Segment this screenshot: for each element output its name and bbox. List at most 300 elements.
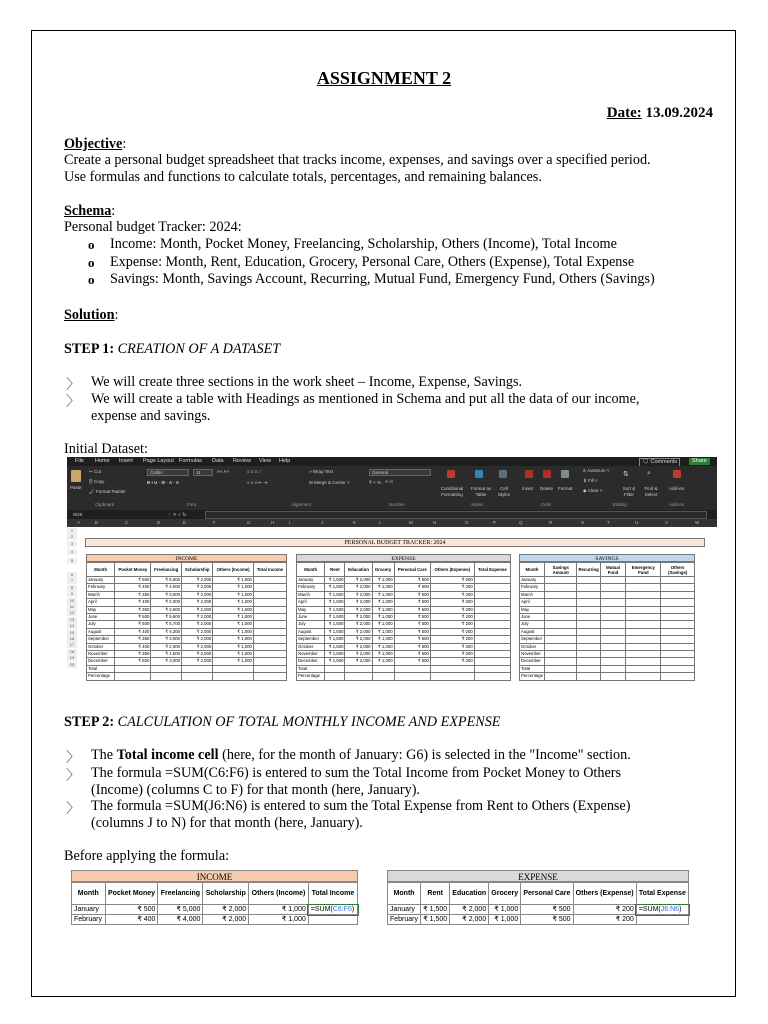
income-cell[interactable]: September (87, 636, 115, 643)
before-expense-cell[interactable]: ₹ 1,500 (421, 905, 450, 915)
income-cell[interactable] (253, 614, 286, 621)
income-cell[interactable] (115, 665, 151, 672)
expense-cell[interactable]: ₹ 200 (430, 643, 474, 650)
savings-cell[interactable] (600, 584, 626, 591)
expense-cell[interactable]: ₹ 1,500 (325, 584, 345, 591)
before-income-cell[interactable]: ₹ 1,000 (249, 915, 309, 925)
expense-cell[interactable]: ₹ 200 (430, 599, 474, 606)
worksheet-grid[interactable] (67, 527, 717, 681)
expense-cell[interactable] (474, 599, 510, 606)
savings-cell[interactable] (577, 599, 600, 606)
savings-cell[interactable] (661, 643, 695, 650)
expense-cell[interactable]: ₹ 1,000 (372, 606, 394, 613)
expense-cell[interactable] (474, 673, 510, 680)
row-number[interactable]: 14 (67, 623, 77, 629)
savings-cell[interactable]: July (520, 621, 545, 628)
income-cell[interactable] (213, 665, 254, 672)
savings-cell[interactable]: August (520, 628, 545, 635)
expense-cell[interactable] (474, 636, 510, 643)
column-header-c[interactable]: C (125, 520, 129, 525)
expense-cell[interactable] (474, 658, 510, 665)
income-cell[interactable] (253, 673, 286, 680)
savings-cell[interactable] (600, 614, 626, 621)
savings-cell[interactable]: March (520, 591, 545, 598)
savings-cell[interactable]: September (520, 636, 545, 643)
row-number[interactable]: 13 (67, 617, 77, 623)
income-cell[interactable]: ₹ 1,000 (213, 643, 254, 650)
before-expense-total-cell[interactable] (636, 905, 688, 915)
expense-cell[interactable]: ₹ 200 (430, 621, 474, 628)
expense-cell[interactable]: Total (297, 665, 325, 672)
row-number[interactable]: 3 (67, 541, 77, 547)
savings-cell[interactable] (600, 665, 626, 672)
before-expense-cell[interactable]: ₹ 200 (573, 915, 636, 925)
cell-styles-icon[interactable] (499, 470, 507, 478)
savings-cell[interactable] (600, 577, 626, 584)
savings-cell[interactable] (577, 665, 600, 672)
savings-cell[interactable] (544, 658, 576, 665)
expense-cell[interactable] (474, 628, 510, 635)
column-header-p[interactable]: P (493, 520, 497, 525)
income-cell[interactable]: ₹ 5,700 (151, 621, 182, 628)
savings-cell[interactable] (626, 577, 661, 584)
expense-cell[interactable]: ₹ 1,000 (372, 643, 394, 650)
expense-cell[interactable]: ₹ 2,000 (345, 577, 372, 584)
column-header-h[interactable]: H (271, 520, 275, 525)
expense-cell[interactable]: ₹ 2,000 (345, 643, 372, 650)
expense-cell[interactable]: ₹ 200 (430, 606, 474, 613)
expense-cell[interactable]: February (297, 584, 325, 591)
before-expense-cell[interactable]: January (388, 905, 421, 915)
cut-button[interactable]: ✂ Cut (89, 469, 102, 474)
income-cell[interactable] (253, 651, 286, 658)
savings-cell[interactable] (544, 577, 576, 584)
formula-input[interactable] (205, 511, 707, 519)
column-header-m[interactable]: M (409, 520, 413, 525)
income-cell[interactable]: ₹ 2,000 (182, 614, 213, 621)
before-income-cell[interactable]: January (72, 905, 106, 915)
income-cell[interactable]: ₹ 2,000 (182, 636, 213, 643)
income-cell[interactable]: ₹ 2,000 (182, 577, 213, 584)
sort-filter-icon[interactable]: ⇅ (623, 471, 629, 478)
expense-cell[interactable] (372, 665, 394, 672)
number-format-select[interactable]: General (369, 469, 431, 476)
income-cell[interactable]: ₹ 3,000 (151, 591, 182, 598)
savings-cell[interactable] (577, 614, 600, 621)
expense-cell[interactable]: ₹ 1,000 (372, 636, 394, 643)
savings-cell[interactable] (544, 621, 576, 628)
row-number[interactable]: 7 (67, 578, 77, 584)
income-cell[interactable] (253, 658, 286, 665)
income-cell[interactable]: ₹ 1,000 (213, 599, 254, 606)
income-cell[interactable]: ₹ 400 (115, 628, 151, 635)
comments-button[interactable]: 🗨 Comments (639, 458, 680, 467)
row-number[interactable]: 10 (67, 598, 77, 604)
income-cell[interactable]: ₹ 1,000 (213, 658, 254, 665)
expense-cell[interactable]: December (297, 658, 325, 665)
column-header-o[interactable]: O (465, 520, 469, 525)
column-header-b[interactable]: B (95, 520, 99, 525)
savings-cell[interactable] (626, 584, 661, 591)
column-header-j[interactable]: J (321, 520, 324, 525)
expense-cell[interactable]: ₹ 2,000 (345, 599, 372, 606)
expense-cell[interactable] (474, 577, 510, 584)
expense-cell[interactable] (474, 591, 510, 598)
before-income-cell[interactable]: ₹ 400 (105, 915, 158, 925)
row-number[interactable]: 4 (67, 549, 77, 555)
expense-cell[interactable]: ₹ 200 (430, 628, 474, 635)
income-cell[interactable]: ₹ 1,500 (151, 651, 182, 658)
expense-cell[interactable]: ₹ 2,000 (345, 636, 372, 643)
before-income-cell[interactable]: ₹ 500 (105, 905, 158, 915)
income-cell[interactable]: ₹ 2,000 (182, 599, 213, 606)
row-number[interactable]: 12 (67, 610, 77, 616)
expense-cell[interactable]: October (297, 643, 325, 650)
expense-cell[interactable]: ₹ 200 (430, 591, 474, 598)
savings-cell[interactable] (577, 643, 600, 650)
expense-cell[interactable]: ₹ 2,000 (345, 591, 372, 598)
income-cell[interactable]: ₹ 5,000 (151, 577, 182, 584)
income-cell[interactable]: ₹ 1,000 (213, 651, 254, 658)
income-cell[interactable]: ₹ 500 (115, 621, 151, 628)
income-cell[interactable] (213, 673, 254, 680)
menu-page-layout[interactable]: Page Layout (143, 458, 174, 464)
font-select[interactable]: Calibri (147, 469, 189, 476)
savings-cell[interactable] (661, 584, 695, 591)
align-horizontal-icons[interactable]: ≡ ≡ ≡ ⇤ ⇥ (247, 480, 268, 485)
income-cell[interactable] (115, 673, 151, 680)
income-cell[interactable] (253, 584, 286, 591)
savings-cell[interactable] (544, 591, 576, 598)
row-number[interactable]: 5 (67, 558, 77, 564)
menu-insert[interactable]: Insert (119, 458, 133, 464)
income-cell[interactable]: ₹ 500 (115, 577, 151, 584)
income-cell[interactable] (253, 577, 286, 584)
income-cell[interactable]: Percentage (87, 673, 115, 680)
row-number[interactable]: 11 (67, 604, 77, 610)
savings-cell[interactable] (626, 673, 661, 680)
savings-cell[interactable] (661, 599, 695, 606)
savings-cell[interactable]: May (520, 606, 545, 613)
savings-cell[interactable]: June (520, 614, 545, 621)
savings-cell[interactable] (600, 658, 626, 665)
menu-formulas[interactable]: Formulas (179, 458, 202, 464)
before-expense-cell[interactable]: ₹ 500 (521, 905, 573, 915)
number-format-icons[interactable]: ₹ ˅ % , ⁰⁰ ⁰⁰ (369, 480, 394, 485)
income-cell[interactable]: October (87, 643, 115, 650)
row-number[interactable]: 15 (67, 630, 77, 636)
savings-cell[interactable]: February (520, 584, 545, 591)
income-cell[interactable]: ₹ 2,000 (151, 643, 182, 650)
savings-cell[interactable] (544, 643, 576, 650)
before-expense-cell[interactable]: ₹ 2,000 (450, 905, 489, 915)
expense-cell[interactable] (325, 673, 345, 680)
expense-cell[interactable]: ₹ 1,000 (372, 599, 394, 606)
savings-cell[interactable] (577, 584, 600, 591)
expense-cell[interactable]: ₹ 200 (430, 651, 474, 658)
column-header-l[interactable]: L (379, 520, 382, 525)
expense-cell[interactable]: ₹ 200 (430, 584, 474, 591)
expense-cell[interactable]: ₹ 500 (394, 584, 430, 591)
font-grow-icon[interactable]: A˄ A˅ (217, 469, 230, 474)
savings-cell[interactable]: November (520, 651, 545, 658)
before-expense-cell[interactable]: ₹ 200 (573, 905, 636, 915)
income-cell[interactable]: ₹ 2,000 (182, 584, 213, 591)
expense-cell[interactable]: ₹ 1,500 (325, 614, 345, 621)
income-cell[interactable]: April (87, 599, 115, 606)
row-number[interactable]: 19 (67, 655, 77, 661)
expense-cell[interactable]: August (297, 628, 325, 635)
income-cell[interactable]: December (87, 658, 115, 665)
before-income-cell[interactable]: ₹ 2,000 (203, 915, 249, 925)
savings-cell[interactable]: Percentage (521, 673, 543, 679)
column-header-e[interactable]: E (183, 520, 187, 525)
income-cell[interactable] (253, 628, 286, 635)
share-button[interactable]: Share (689, 458, 710, 465)
income-cell[interactable]: ₹ 5,600 (151, 614, 182, 621)
expense-cell[interactable]: ₹ 2,000 (345, 628, 372, 635)
savings-cell[interactable]: December (520, 658, 545, 665)
savings-cell[interactable] (626, 651, 661, 658)
copy-button[interactable]: ⎘ Copy (89, 479, 105, 484)
column-header-i[interactable]: I (289, 520, 291, 525)
delete-cells-icon[interactable] (543, 470, 551, 478)
expense-cell[interactable]: ₹ 1,500 (325, 658, 345, 665)
savings-cell[interactable] (600, 643, 626, 650)
wrap-text-button[interactable]: ⤶ Wrap Text (309, 469, 333, 474)
column-header-d[interactable]: D (157, 520, 161, 525)
autosum-button[interactable]: Σ AutoSum ˅ (583, 468, 610, 473)
expense-cell[interactable]: ₹ 500 (394, 606, 430, 613)
income-cell[interactable]: ₹ 1,000 (213, 606, 254, 613)
expense-cell[interactable]: ₹ 1,500 (325, 591, 345, 598)
income-cell[interactable]: ₹ 1,000 (213, 584, 254, 591)
income-cell[interactable]: ₹ 2,000 (182, 643, 213, 650)
expense-cell[interactable]: ₹ 200 (430, 658, 474, 665)
expense-cell[interactable]: ₹ 2,000 (345, 651, 372, 658)
fill-button[interactable]: ⬇ Fill ˅ (583, 478, 598, 483)
add-ins-icon[interactable] (673, 470, 681, 478)
savings-cell[interactable] (544, 673, 576, 680)
income-cell[interactable]: ₹ 1,000 (213, 628, 254, 635)
row-number[interactable]: 8 (67, 585, 77, 591)
menu-help[interactable]: Help (279, 458, 291, 464)
savings-cell[interactable] (600, 673, 626, 680)
savings-cell[interactable] (661, 621, 695, 628)
expense-cell[interactable] (394, 665, 430, 672)
paste-icon[interactable] (71, 470, 81, 482)
income-cell[interactable] (151, 673, 182, 680)
row-number[interactable]: 18 (67, 649, 77, 655)
expense-cell[interactable] (372, 673, 394, 680)
before-income-total-cell[interactable] (308, 915, 357, 925)
income-cell[interactable] (253, 636, 286, 643)
expense-cell[interactable]: ₹ 500 (394, 651, 430, 658)
expense-cell[interactable]: June (297, 614, 325, 621)
expense-cell[interactable]: ₹ 500 (394, 591, 430, 598)
income-cell[interactable] (253, 591, 286, 598)
income-cell[interactable] (253, 621, 286, 628)
expense-cell[interactable]: ₹ 1,000 (372, 577, 394, 584)
column-header-q[interactable]: Q (519, 520, 523, 525)
format-cells-icon[interactable] (561, 470, 569, 478)
savings-cell[interactable] (661, 658, 695, 665)
column-header-g[interactable]: G (247, 520, 251, 525)
savings-cell[interactable] (544, 606, 576, 613)
expense-cell[interactable]: ₹ 1,500 (325, 606, 345, 613)
savings-cell[interactable] (600, 599, 626, 606)
expense-cell[interactable] (474, 643, 510, 650)
savings-cell[interactable] (661, 636, 695, 643)
income-cell[interactable] (253, 643, 286, 650)
row-number[interactable]: 16 (67, 636, 77, 642)
format-painter-button[interactable]: 🖌 Format Painter (89, 489, 126, 494)
insert-cells-icon[interactable] (525, 470, 533, 478)
expense-cell[interactable]: ₹ 500 (394, 577, 430, 584)
income-cell[interactable]: ₹ 1,000 (213, 614, 254, 621)
savings-cell[interactable] (661, 665, 695, 672)
income-cell[interactable]: ₹ 4,200 (151, 628, 182, 635)
expense-cell[interactable]: ₹ 1,000 (372, 614, 394, 621)
expense-cell[interactable]: ₹ 1,500 (325, 599, 345, 606)
column-header-a[interactable]: A (77, 520, 81, 525)
income-cell[interactable]: ₹ 2,000 (182, 606, 213, 613)
savings-cell[interactable] (661, 577, 695, 584)
savings-cell[interactable] (626, 614, 661, 621)
savings-cell[interactable] (661, 628, 695, 635)
before-expense-cell[interactable]: ₹ 500 (521, 915, 573, 925)
income-cell[interactable] (253, 665, 286, 672)
before-income-cell[interactable]: February (72, 915, 106, 925)
column-header-w[interactable]: W (695, 520, 700, 525)
expense-cell[interactable]: ₹ 500 (394, 621, 430, 628)
expense-cell[interactable]: ₹ 200 (430, 636, 474, 643)
expense-cell[interactable] (474, 584, 510, 591)
savings-cell[interactable] (626, 643, 661, 650)
income-cell[interactable]: ₹ 1,000 (213, 577, 254, 584)
expense-cell[interactable]: ₹ 2,000 (345, 584, 372, 591)
expense-cell[interactable]: March (297, 591, 325, 598)
expense-cell[interactable]: ₹ 2,000 (345, 614, 372, 621)
income-cell[interactable]: ₹ 350 (115, 636, 151, 643)
expense-cell[interactable]: ₹ 500 (394, 628, 430, 635)
row-number[interactable]: 17 (67, 642, 77, 648)
expense-cell[interactable]: May (297, 606, 325, 613)
row-number[interactable]: 2 (67, 534, 77, 540)
income-cell[interactable]: ₹ 1,000 (213, 636, 254, 643)
expense-cell[interactable]: January (297, 577, 325, 584)
expense-cell[interactable]: ₹ 1,000 (372, 628, 394, 635)
income-cell[interactable]: Total (87, 665, 115, 672)
menu-home[interactable]: Home (95, 457, 110, 467)
savings-cell[interactable] (577, 606, 600, 613)
expense-cell[interactable]: ₹ 1,000 (372, 584, 394, 591)
savings-cell[interactable]: Total (520, 665, 545, 672)
expense-cell[interactable]: ₹ 1,500 (325, 651, 345, 658)
expense-cell[interactable]: ₹ 1,500 (325, 577, 345, 584)
find-select-icon[interactable]: ⌕ (647, 470, 651, 477)
column-header-s[interactable]: S (581, 520, 585, 525)
expense-cell[interactable] (430, 673, 474, 680)
expense-cell[interactable]: ₹ 1,000 (372, 591, 394, 598)
savings-cell[interactable] (661, 651, 695, 658)
savings-cell[interactable] (626, 599, 661, 606)
expense-cell[interactable] (325, 665, 345, 672)
income-cell[interactable]: November (87, 651, 115, 658)
clear-button[interactable]: ◆ Clear ˅ (583, 488, 603, 493)
expense-cell[interactable] (345, 673, 372, 680)
income-cell[interactable]: ₹ 500 (115, 614, 151, 621)
expense-cell[interactable] (474, 614, 510, 621)
expense-cell[interactable]: ₹ 1,500 (325, 621, 345, 628)
expense-cell[interactable]: ₹ 1,000 (372, 651, 394, 658)
savings-cell[interactable] (600, 628, 626, 635)
expense-cell[interactable]: Percentage (297, 673, 325, 680)
savings-cell[interactable] (626, 591, 661, 598)
savings-cell[interactable] (626, 606, 661, 613)
savings-cell[interactable] (626, 621, 661, 628)
column-header-f[interactable]: F (213, 520, 216, 525)
savings-cell[interactable] (600, 621, 626, 628)
income-cell[interactable]: ₹ 3,000 (151, 658, 182, 665)
savings-cell[interactable] (661, 614, 695, 621)
expense-cell[interactable]: ₹ 2,000 (345, 621, 372, 628)
savings-cell[interactable] (626, 665, 661, 672)
expense-cell[interactable]: September (297, 636, 325, 643)
savings-cell[interactable] (600, 636, 626, 643)
savings-cell[interactable] (661, 591, 695, 598)
savings-cell[interactable] (544, 628, 576, 635)
income-cell[interactable]: ₹ 2,000 (182, 621, 213, 628)
savings-cell[interactable]: January (520, 577, 545, 584)
savings-cell[interactable] (600, 651, 626, 658)
income-cell[interactable] (182, 665, 213, 672)
income-cell[interactable]: ₹ 2,000 (182, 591, 213, 598)
before-income-cell[interactable]: ₹ 2,000 (203, 905, 249, 915)
savings-cell[interactable] (577, 591, 600, 598)
before-expense-cell[interactable]: ₹ 1,000 (489, 905, 521, 915)
savings-cell[interactable] (577, 621, 600, 628)
row-number[interactable]: 9 (67, 591, 77, 597)
row-number[interactable]: 6 (67, 572, 77, 578)
savings-cell[interactable] (544, 636, 576, 643)
income-cell[interactable]: July (87, 621, 115, 628)
expense-cell[interactable] (474, 651, 510, 658)
row-number[interactable]: 1 (67, 528, 77, 534)
savings-cell[interactable] (577, 628, 600, 635)
savings-cell[interactable]: April (520, 599, 545, 606)
income-cell[interactable]: ₹ 3,000 (151, 636, 182, 643)
savings-cell[interactable] (626, 628, 661, 635)
income-cell[interactable]: ₹ 350 (115, 591, 151, 598)
column-header-k[interactable]: K (353, 520, 357, 525)
income-cell[interactable]: August (87, 628, 115, 635)
income-cell[interactable] (253, 599, 286, 606)
expense-cell[interactable]: ₹ 1,500 (325, 643, 345, 650)
before-expense-cell[interactable]: ₹ 2,000 (450, 915, 489, 925)
expense-cell[interactable]: ₹ 500 (394, 643, 430, 650)
income-cell[interactable]: ₹ 2,000 (182, 651, 213, 658)
expense-cell[interactable] (345, 665, 372, 672)
format-as-table-icon[interactable] (475, 470, 483, 478)
expense-cell[interactable]: ₹ 500 (394, 658, 430, 665)
name-box[interactable]: W26 (73, 512, 83, 517)
income-cell[interactable]: January (87, 577, 115, 584)
savings-cell[interactable] (544, 599, 576, 606)
expense-cell[interactable]: July (297, 621, 325, 628)
savings-cell[interactable] (600, 591, 626, 598)
expense-cell[interactable] (474, 606, 510, 613)
